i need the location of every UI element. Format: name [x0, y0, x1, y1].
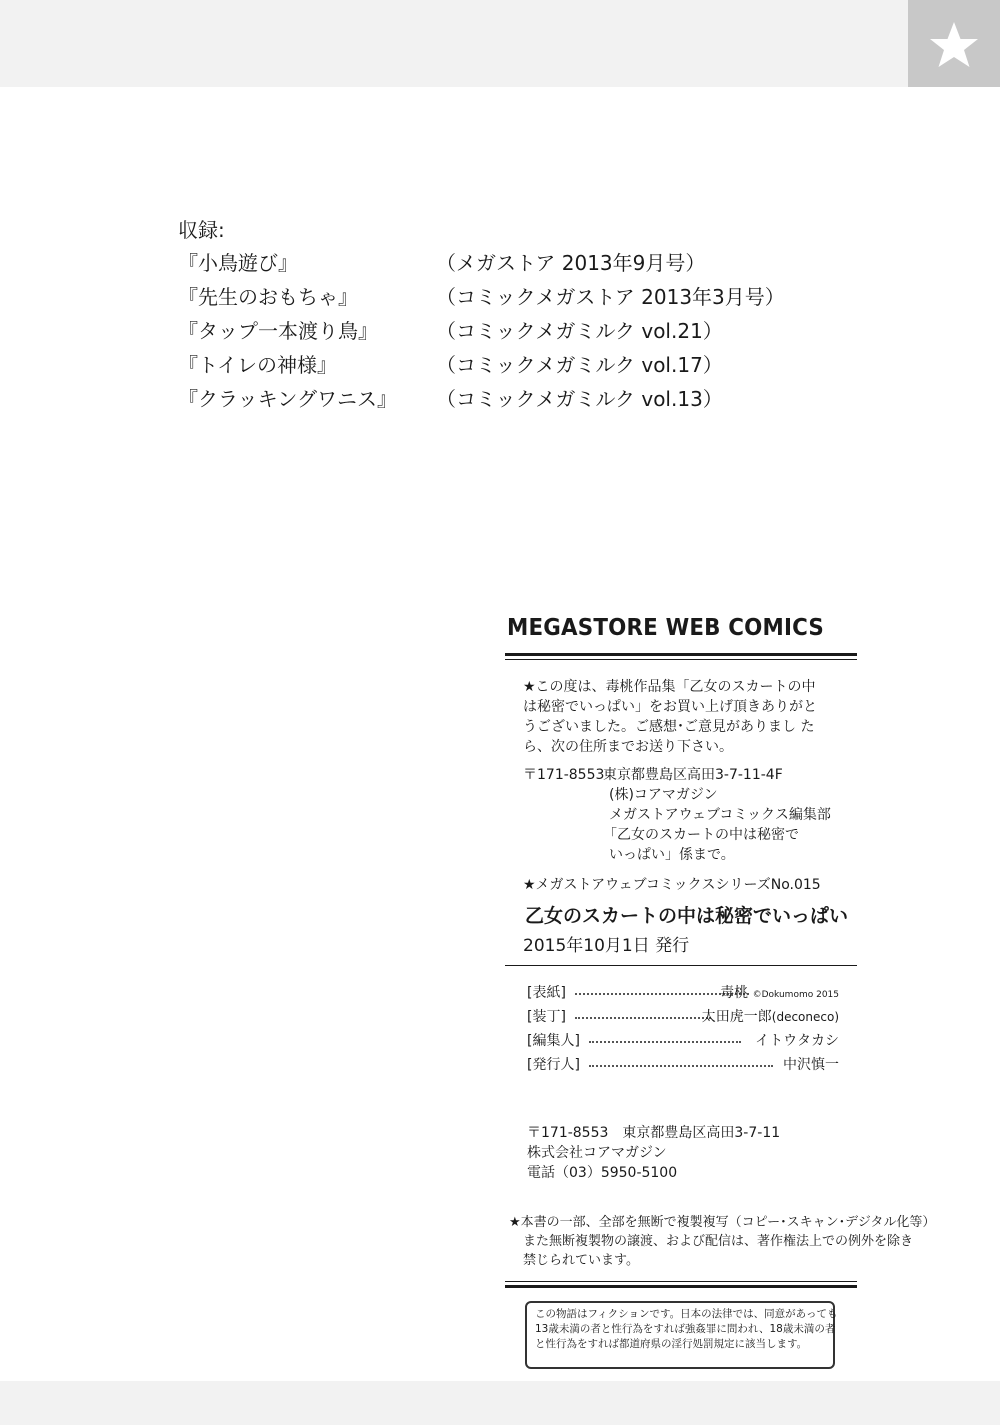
story-source: （メガストア 2013年9月号）	[436, 251, 706, 275]
notice-line: と性行為をすれば都道府県の淫行処罰規定に該当します。	[535, 1338, 808, 1350]
story-title: 『クラッキングワニス』	[178, 387, 397, 411]
credit-name-text: 太田虎一郎	[701, 1009, 772, 1025]
credit-role: [装丁]	[527, 1009, 566, 1025]
story-title: 『先生のおもちゃ』	[178, 285, 358, 309]
star-icon	[924, 20, 984, 70]
copyright-line: また無断複製物の譲渡、および配信は、著作権法上での例外を除き	[523, 1234, 914, 1249]
credit-name	[702, 1007, 839, 1027]
thanks-line: うございました。ご感想･ご意見がありまし た	[523, 719, 815, 735]
divider	[505, 659, 857, 660]
publisher-line: 株式会社コアマガジン	[527, 1145, 667, 1161]
copyright-notice	[509, 1213, 935, 1270]
publisher-line: 〒171-8553 東京都豊島区高田3-7-11	[527, 1125, 781, 1141]
credit-note: ©Dokumomo 2015	[752, 990, 839, 1000]
publish-date: 2015年10月1日 発行	[523, 936, 690, 956]
postal-code: 〒171-8553	[523, 767, 605, 783]
credit-role: [編集人]	[527, 1033, 580, 1049]
address-line: いっぱい」係まで。	[609, 847, 735, 863]
leader-dots	[575, 1017, 711, 1019]
notice-line: この物語はフィクションです。日本の法律では、同意があっても	[535, 1308, 838, 1320]
story-title: 『タップ一本渡り鳥』	[178, 319, 378, 343]
divider	[505, 965, 857, 966]
brand-logo: MEGASTORE WEB COMICS	[507, 615, 825, 641]
credit-row	[527, 1055, 839, 1075]
divider	[505, 653, 857, 656]
fiction-notice	[525, 1301, 838, 1369]
address-line: メガストアウェブコミックス編集部	[609, 807, 831, 823]
credit-role: [発行人]	[527, 1057, 580, 1073]
top-band	[0, 0, 1000, 87]
thanks-line: ら、次の住所までお送り下さい。	[523, 739, 733, 755]
story-title: 『小鳥遊び』	[178, 251, 298, 275]
divider	[505, 1281, 857, 1282]
series-label: ★メガストアウェブコミックスシリーズNo.015	[523, 877, 821, 893]
thanks-line: ★この度は、毒桃作品集「乙女のスカートの中	[523, 679, 816, 695]
publisher-line: 電話（03）5950-5100	[527, 1165, 678, 1181]
credit-role: [表紙]	[527, 985, 566, 1001]
story-source: （コミックメガミルク vol.17）	[436, 353, 723, 377]
credit-name: イトウタカシ	[755, 1033, 839, 1049]
credit-name-text: 毒桃	[720, 985, 749, 1001]
thanks-line: は秘密でいっぱい」をお買い上げ頂きありがと	[523, 699, 817, 715]
credit-row	[527, 1007, 839, 1027]
book-title: 乙女のスカートの中は秘密でいっぱい	[525, 905, 849, 927]
address-line: 東京都豊島区高田3-7-11-4F	[603, 767, 783, 783]
divider	[505, 1285, 857, 1288]
credit-row	[527, 1031, 839, 1051]
credit-name	[720, 983, 839, 1005]
bottom-band	[0, 1381, 1000, 1425]
story-source: （コミックメガミルク vol.13）	[436, 387, 723, 411]
story-source: （コミックメガストア 2013年3月号）	[436, 285, 785, 309]
address-line: 「乙女のスカートの中は秘密で	[603, 827, 799, 843]
credit-note: (deconeco)	[771, 1010, 839, 1024]
credit-row	[527, 983, 839, 1003]
notice-line: 13歳未満の者と性行為をすれば強姦罪に問われ、18歳未満の者	[535, 1323, 836, 1335]
copyright-line: ★本書の一部、全部を無断で複製複写（コピー･スキャン･デジタル化等）	[509, 1215, 936, 1230]
leader-dots	[589, 1041, 741, 1043]
address-line: (株)コアマガジン	[609, 787, 718, 803]
leader-dots	[589, 1065, 773, 1067]
copyright-line: 禁じられています。	[523, 1253, 639, 1268]
credit-name: 中沢慎一	[783, 1057, 839, 1073]
contents-heading: 収録:	[178, 218, 225, 242]
story-title: 『トイレの神様』	[178, 353, 337, 377]
thanks-message	[523, 677, 817, 757]
story-source: （コミックメガミルク vol.21）	[436, 319, 723, 343]
publisher-info	[527, 1123, 780, 1183]
corner-tab	[908, 0, 1000, 87]
mailing-address	[603, 765, 831, 865]
